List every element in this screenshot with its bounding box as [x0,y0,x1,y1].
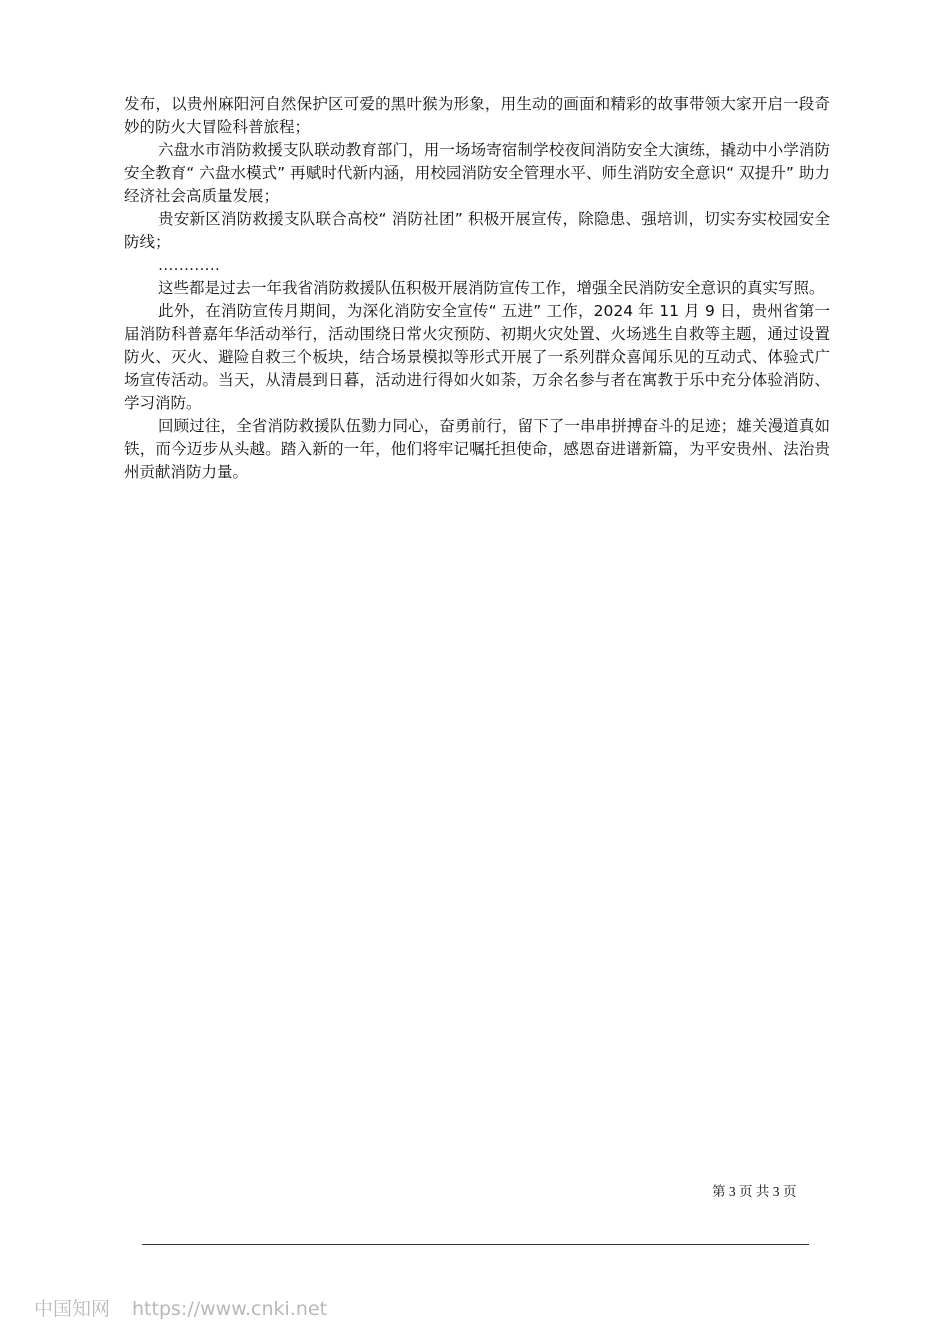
watermark-url: https://www.cnki.net [132,1298,328,1320]
paragraph-1: 发布，以贵州麻阳河自然保护区可爱的黑叶猴为形象，用生动的画面和精彩的故事带领大家开启一段奇妙的防火大冒险科普旅程； [124,95,830,136]
article-body [124,93,830,484]
paragraph-4: 这些都是过去一年我省消防救援队伍积极开展消防宣传工作，增强全民消防安全意识的真实写照。 [158,279,825,297]
page-number: 第 3 页 共 3 页 [712,1184,797,1199]
paragraph-ellipsis: ………… [158,257,220,274]
paragraph-6: 回顾过往，全省消防救援队伍勠力同心，奋勇前行，留下了一串串拼搏奋斗的足迹；雄关漫道真如铁，而今迈步从头越。踏入新的一年，他们将牢记嘱托担使命，感恩奋进谱新篇，为平安贵州、法治贵州贡献消防力量。 [124,417,830,481]
cnki-watermark [34,1294,327,1321]
footer-divider [142,1244,809,1245]
paragraph-3: 贵安新区消防救援支队联合高校“ 消防社团” 积极开展宣传，除隐患、强培训，切实夯实校园安全防线； [124,210,830,251]
watermark-brand: 中国知网 [34,1298,111,1320]
paragraph-5: 此外，在消防宣传月期间，为深化消防安全宣传“ 五进” 工作，2024 年 11 月 9 日，贵州省第一届消防科普嘉年华活动举行，活动围绕日常火灾预防、初期火灾处置、火场逃生自救等主题，通过设置防火、灭火、避险自救三个板块，结合场景模拟等形式开展了一系列群众喜闻乐见的互动式、体验式广场宣传活动。当天，从清晨到日暮，活动进行得如火如荼，万余名参与者在寓教于乐中充分体验消防、学习消防。 [124,302,830,412]
paragraph-2: 六盘水市消防救援支队联动教育部门，用一场场寄宿制学校夜间消防安全大演练，撬动中小学消防安全教育“ 六盘水模式” 再赋时代新内涵，用校园消防安全管理水平、师生消防安全意识“ 双提升” 助力经济社会高质量发展； [124,141,830,205]
